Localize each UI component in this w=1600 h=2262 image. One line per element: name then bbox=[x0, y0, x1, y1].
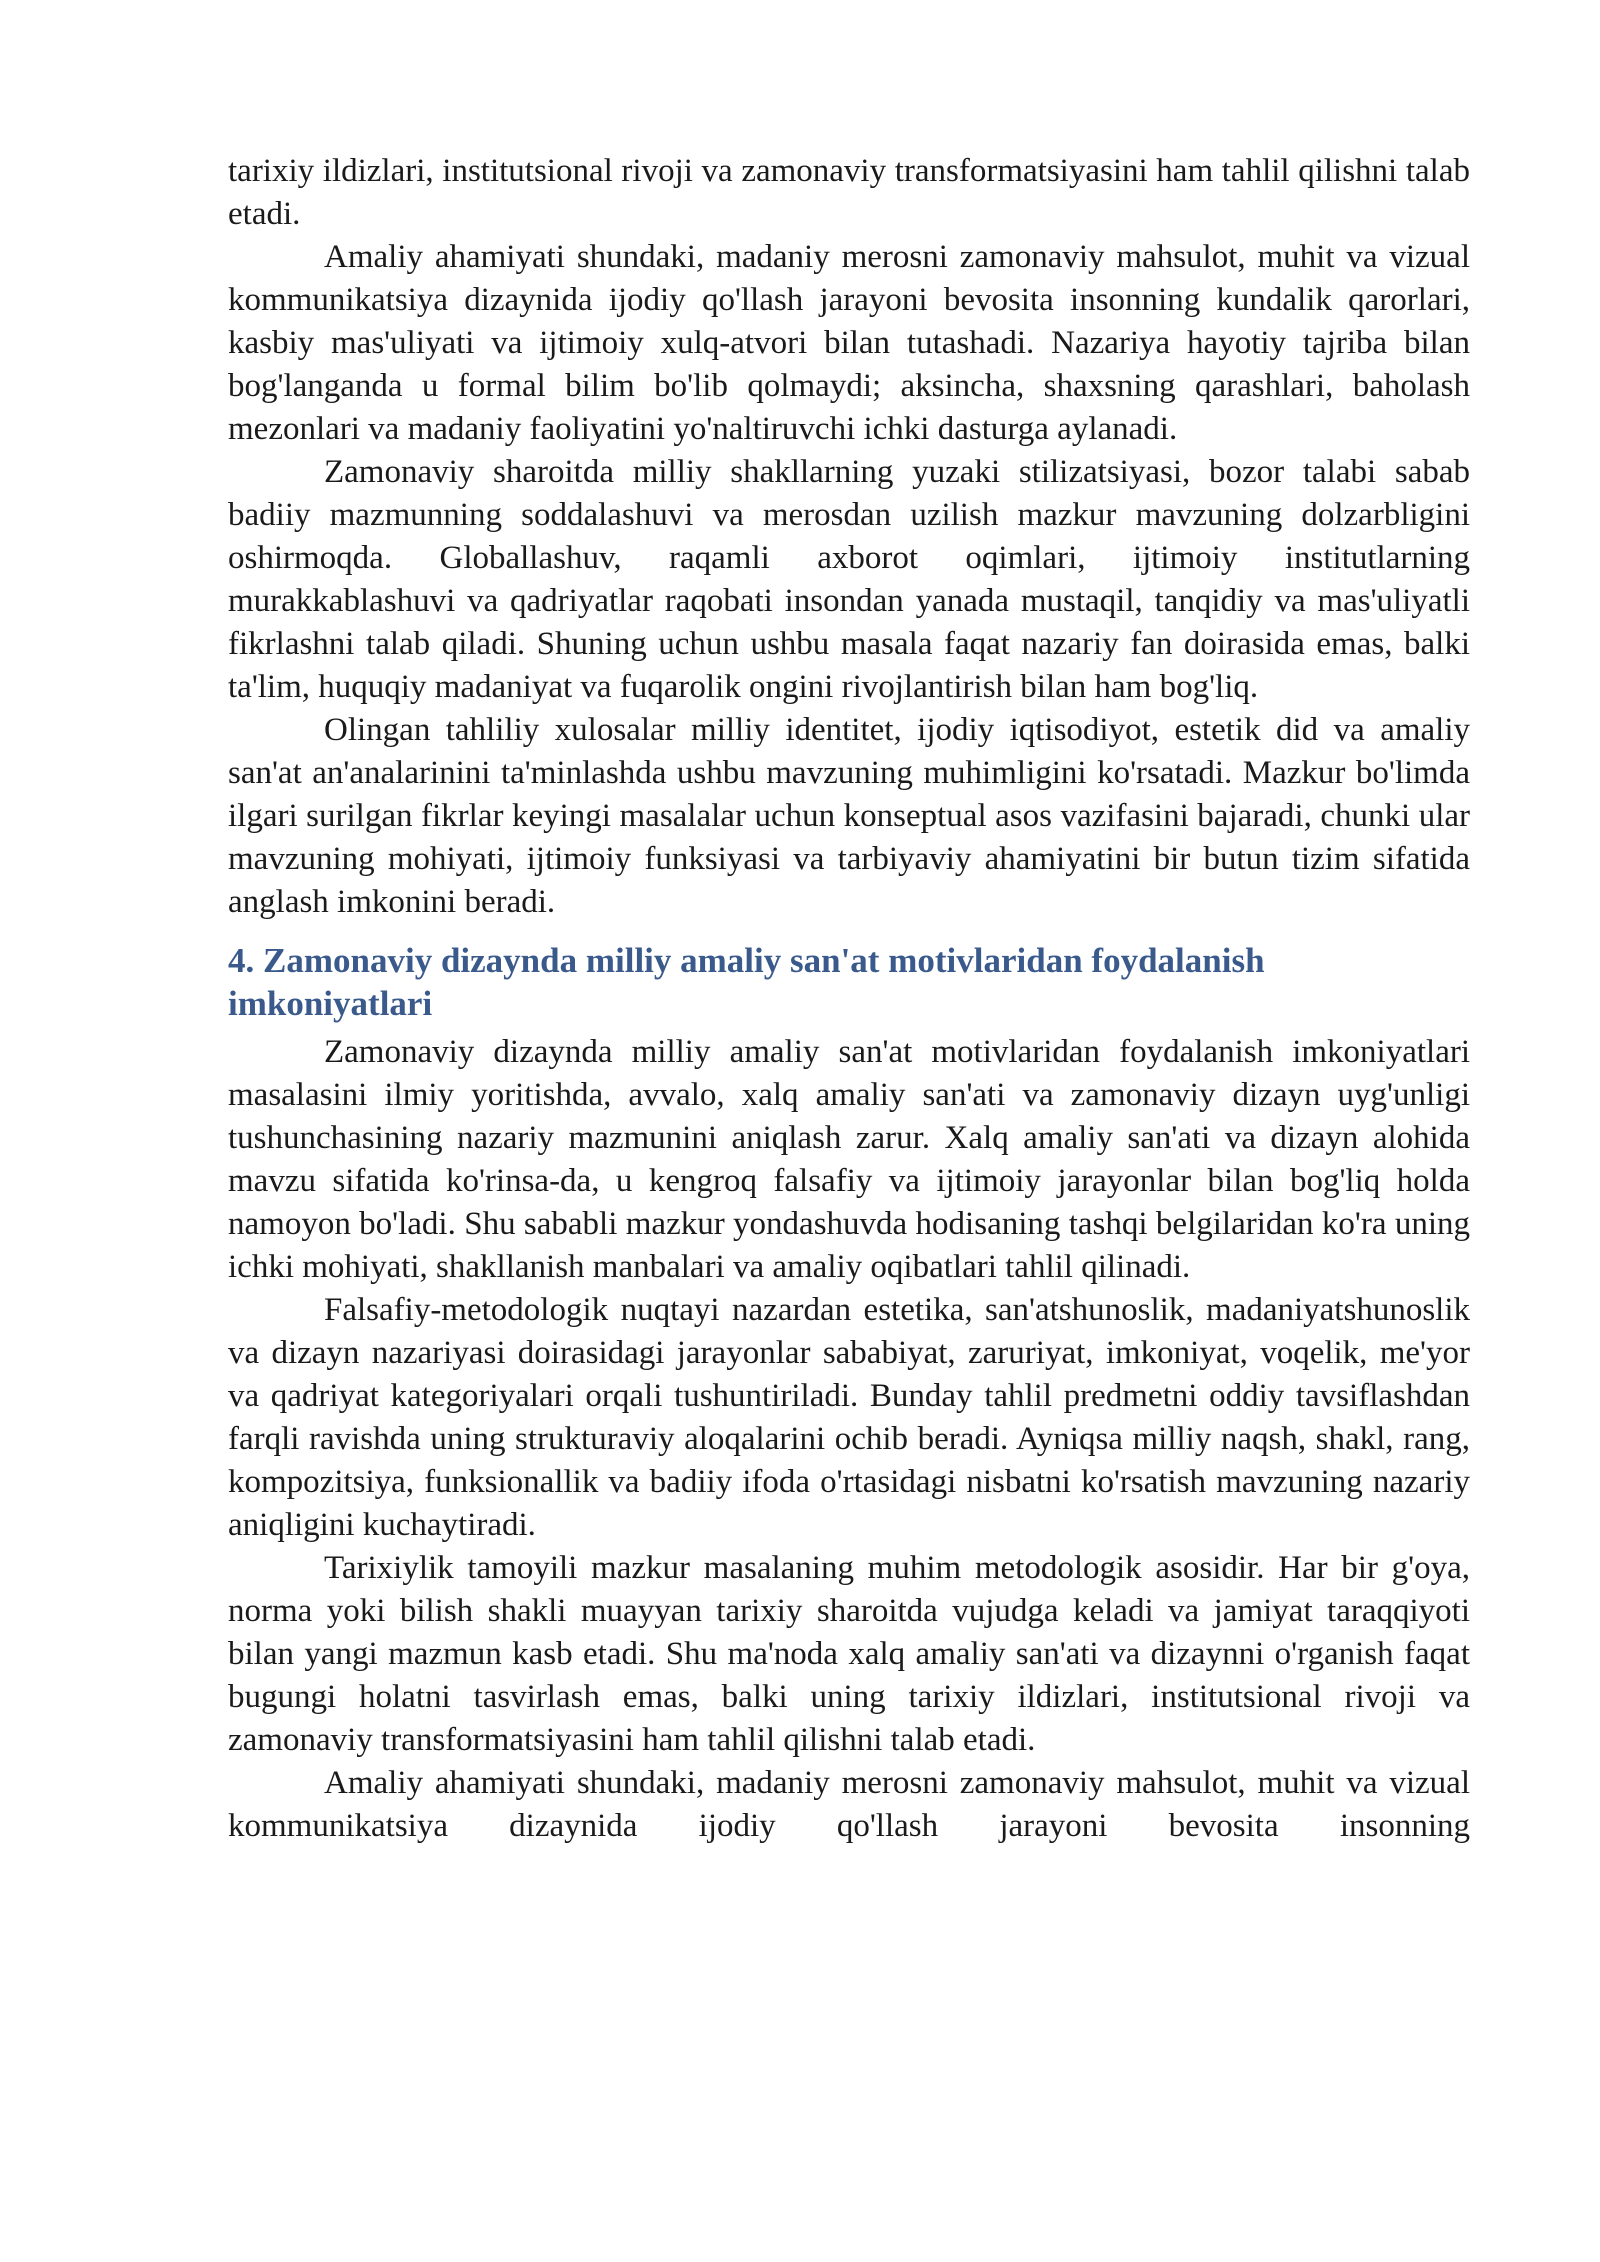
document-page bbox=[228, 150, 1470, 1848]
paragraph: Zamonaviy dizaynda milliy amaliy san'at motivlaridan foydalanish imkoniyatlari masalasini ilmiy yoritishda, avvalo, xalq amaliy san'ati va zamonaviy dizayn uyg'unligi tushunchasining nazariy mazmunini aniqlash zarur. Xalq amaliy san'ati va dizayn alohida mavzu sifatida ko'rinsa-da, u kengroq falsafiy va ijtimoiy jarayonlar bilan bog'liq holda namoyon bo'ladi. Shu sababli mazkur yondashuvda hodisaning tashqi belgilaridan ko'ra uning ichki mohiyati, shakllanish manbalari va amaliy oqibatlari tahlil qilinadi. bbox=[228, 1034, 1470, 1285]
paragraph: Tarixiylik tamoyili mazkur masalaning muhim metodologik asosidir. Har bir g'oya, norma yoki bilish shakli muayyan tarixiy sharoitda vujudga keladi va jamiyat taraqqiyoti bilan yangi mazmun kasb etadi. Shu ma'noda xalq amaliy san'ati va dizaynni o'rganish faqat bugungi holatni tasvirlash emas, balki uning tarixiy ildizlari, institutsional rivoji va zamonaviy transformatsiyasini ham tahlil qilishni talab etadi. bbox=[228, 1550, 1470, 1758]
paragraph: Zamonaviy sharoitda milliy shakllarning yuzaki stilizatsiyasi, bozor talabi sabab badiiy mazmunning soddalashuvi va merosdan uzilish mazkur mavzuning dolzarbligini oshirmoqda. Globallashuv, raqamli axborot oqimlari, ijtimoiy institutlarning murakkablashuvi va qadriyatlar raqobati insondan yanada mustaqil, tanqidiy va mas'uliyatli fikrlashni talab qiladi. Shuning uchun ushbu masala faqat nazariy fan doirasida emas, balki ta'lim, huquqiy madaniyat va fuqarolik ongini rivojlantirish bilan ham bog'liq. bbox=[228, 454, 1470, 705]
paragraph-truncated: Amaliy ahamiyati shundaki, madaniy merosni zamonaviy mahsulot, muhit va vizual kommunikatsiya dizaynida ijodiy qo'llash jarayoni bevosita insonning bbox=[228, 1765, 1470, 1844]
paragraph: Olingan tahliliy xulosalar milliy identitet, ijodiy iqtisodiyot, estetik did va amaliy san'at an'analarinini ta'minlashda ushbu mavzuning muhimligini ko'rsatadi. Mazkur bo'limda ilgari surilgan fikrlar keyingi masalalar uchun konseptual asos vazifasini bajaradi, chunki ular mavzuning mohiyati, ijtimoiy funksiyasi va tarbiyaviy ahamiyatini bir butun tizim sifatida anglash imkonini beradi. bbox=[228, 712, 1470, 920]
section-heading: 4. Zamonaviy dizaynda milliy amaliy san'at motivlaridan foydalanish imkoniyatlari bbox=[228, 941, 1265, 1023]
paragraph: Falsafiy-metodologik nuqtayi nazardan estetika, san'atshunoslik, madaniyatshunoslik va dizayn nazariyasi doirasidagi jarayonlar sababiyat, zaruriyat, imkoniyat, voqelik, me'yor va qadriyat kategoriyalari orqali tushuntiriladi. Bunday tahlil predmetni oddiy tavsiflashdan farqli ravishda uning strukturaviy aloqalarini ochib beradi. Ayniqsa milliy naqsh, shakl, rang, kompozitsiya, funksionallik va badiiy ifoda o'rtasidagi nisbatni ko'rsatish mavzuning nazariy aniqligini kuchaytiradi. bbox=[228, 1292, 1470, 1543]
paragraph: Amaliy ahamiyati shundaki, madaniy merosni zamonaviy mahsulot, muhit va vizual kommunikatsiya dizaynida ijodiy qo'llash jarayoni bevosita insonning kundalik qarorlari, kasbiy mas'uliyati va ijtimoiy xulq-atvori bilan tutashadi. Nazariya hayotiy tajriba bilan bog'langanda u formal bilim bo'lib qolmaydi; aksincha, shaxsning qarashlari, baholash mezonlari va madaniy faoliyatini yo'naltiruvchi ichki dasturga aylanadi. bbox=[228, 239, 1470, 447]
paragraph-continuation: tarixiy ildizlari, institutsional rivoji va zamonaviy transformatsiyasini ham tahlil qilishni talab etadi. bbox=[228, 153, 1470, 232]
